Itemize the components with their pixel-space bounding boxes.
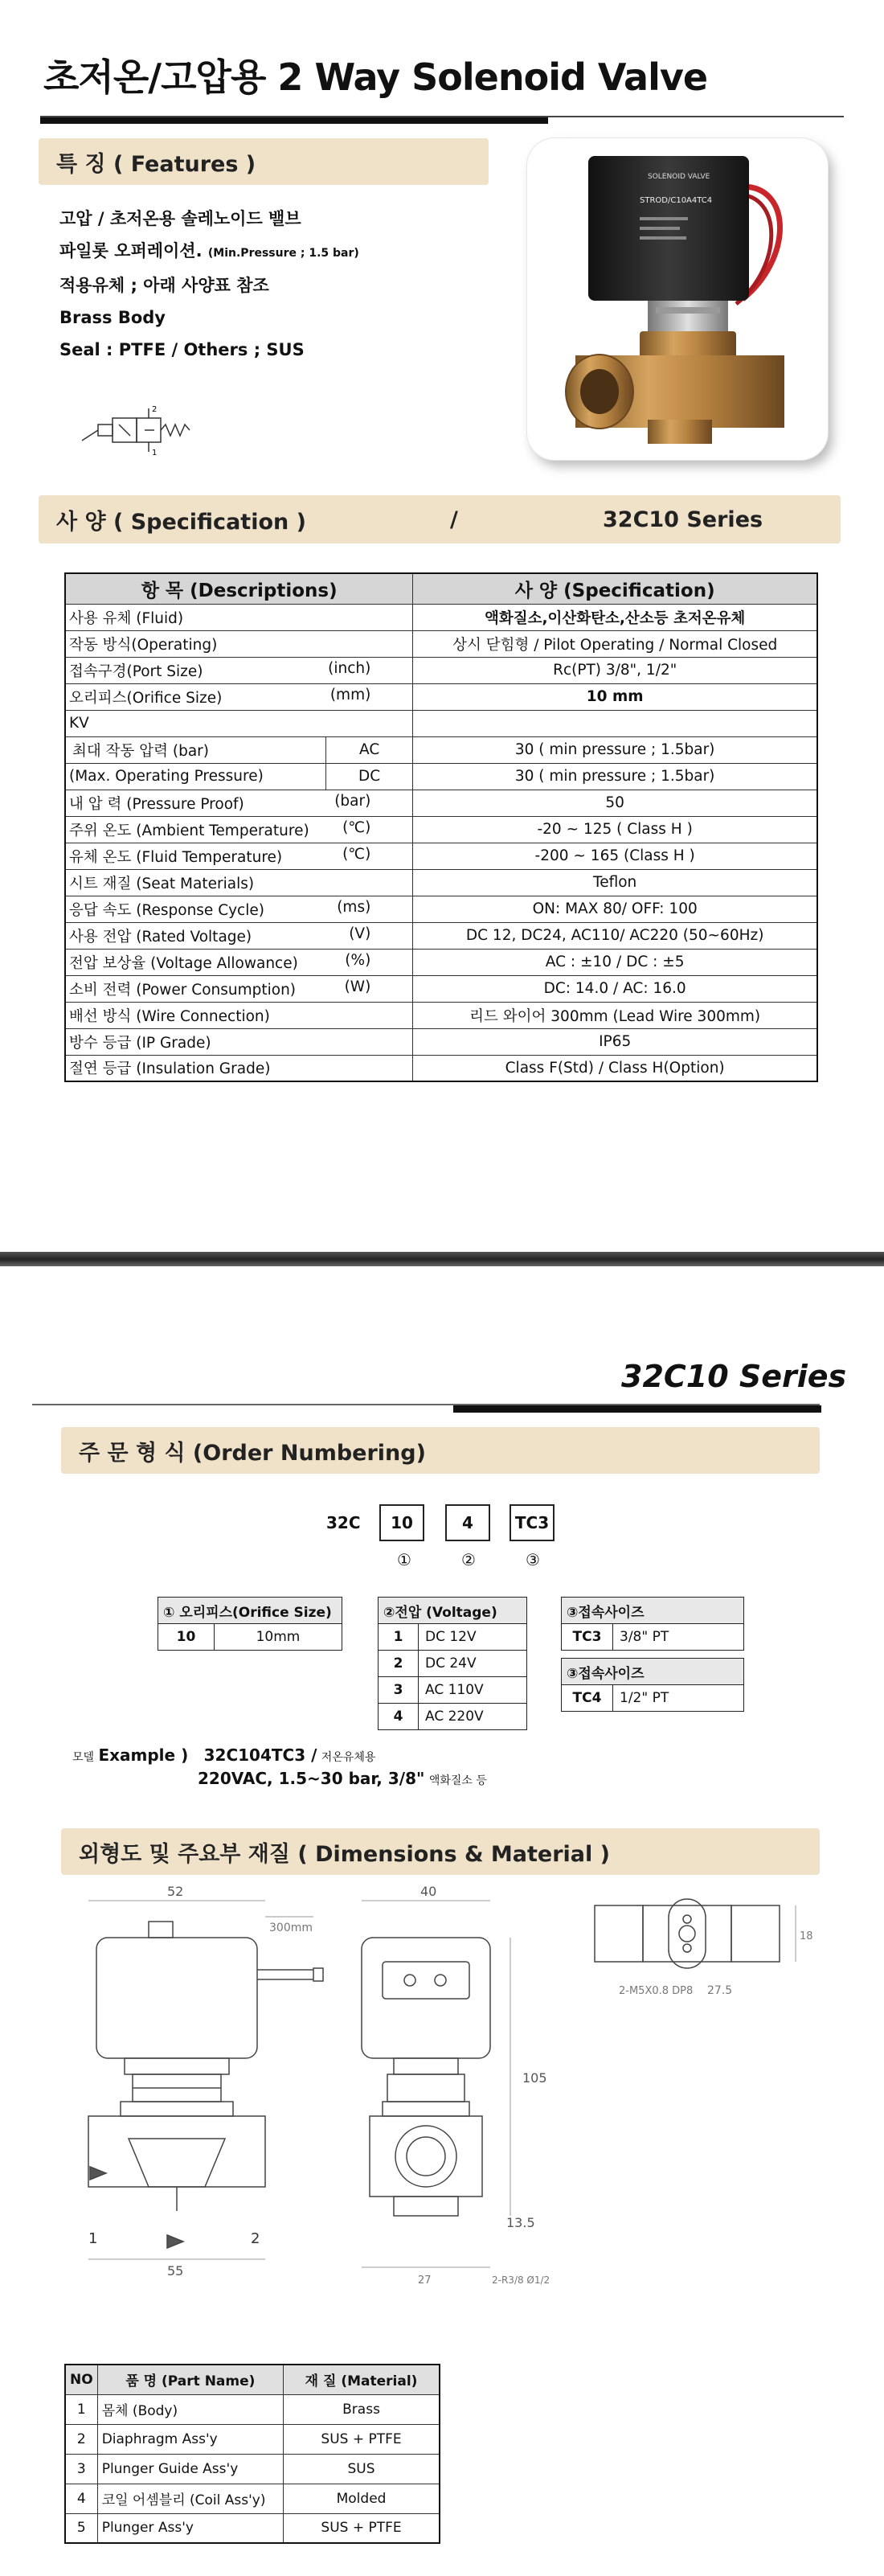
spec-value: -20 ~ 125 ( Class H ) bbox=[413, 816, 817, 843]
table-cell: 3 bbox=[379, 1677, 419, 1704]
svg-text:STROD/C10A4TC4: STROD/C10A4TC4 bbox=[640, 196, 713, 205]
table-row bbox=[65, 1055, 817, 1081]
svg-text:2: 2 bbox=[152, 405, 158, 414]
spec-item: (Max. Operating Pressure) bbox=[65, 763, 325, 790]
svg-text:1: 1 bbox=[152, 449, 158, 457]
table-header: 재 질 (Material) bbox=[284, 2365, 440, 2394]
spec-item: 내 압 력 (Pressure Proof) (bar) bbox=[65, 790, 413, 816]
table-cell: 3/8" PT bbox=[613, 1624, 744, 1651]
table-row bbox=[379, 1598, 527, 1624]
order-marker: ① bbox=[397, 1550, 411, 1569]
table-cell: 1 bbox=[379, 1624, 419, 1651]
table-row bbox=[65, 843, 817, 869]
spec-value: Rc(PT) 3/8", 1/2" bbox=[413, 657, 817, 683]
table-row bbox=[65, 710, 817, 736]
table-cell: SUS + PTFE bbox=[284, 2424, 440, 2454]
table-row bbox=[65, 790, 817, 816]
solenoid-valve-photo-icon bbox=[527, 138, 828, 460]
table-row bbox=[379, 1651, 527, 1677]
table-row bbox=[65, 2513, 440, 2543]
orifice-table bbox=[158, 1597, 342, 1651]
table-cell: Plunger Ass'y bbox=[97, 2513, 283, 2543]
feature-item: 고압 / 초저온용 솔레노이드 밸브 bbox=[59, 209, 301, 228]
table-row bbox=[65, 604, 817, 630]
port-table-header: ③접속사이즈 bbox=[562, 1659, 744, 1685]
table-row bbox=[65, 573, 817, 604]
table-cell: 4 bbox=[65, 2484, 97, 2513]
table-row bbox=[158, 1598, 342, 1624]
spec-value: -200 ~ 165 (Class H ) bbox=[413, 843, 817, 869]
voltage-table-header: ②전압 (Voltage) bbox=[379, 1598, 527, 1624]
table-header: 품 명 (Part Name) bbox=[97, 2365, 283, 2394]
table-row bbox=[562, 1659, 744, 1685]
table-row bbox=[65, 683, 817, 710]
spec-item: 방수 등급 (IP Grade) bbox=[65, 1028, 413, 1055]
spec-value: 50 bbox=[413, 790, 817, 816]
spec-item: 배선 방식 (Wire Connection) bbox=[65, 1002, 413, 1028]
table-row bbox=[562, 1685, 744, 1712]
spec-value: AC : ±10 / DC : ±5 bbox=[413, 949, 817, 975]
order-marker: ③ bbox=[526, 1550, 540, 1569]
svg-text:13.5: 13.5 bbox=[506, 2215, 535, 2230]
spec-heading bbox=[39, 495, 841, 544]
table-row bbox=[65, 2365, 440, 2394]
port-table-header: ③접속사이즈 bbox=[562, 1598, 744, 1624]
svg-text:27: 27 bbox=[418, 2275, 432, 2287]
spec-item: 소비 전력 (Power Consumption) (W) bbox=[65, 975, 413, 1002]
spec-item: 응답 속도 (Response Cycle) (ms) bbox=[65, 896, 413, 922]
spec-item: 전압 보상율 (Voltage Allowance) (%) bbox=[65, 949, 413, 975]
port-table-tc3 bbox=[561, 1597, 744, 1651]
spec-value: 30 ( min pressure ; 1.5bar) bbox=[413, 736, 817, 763]
table-cell: 3 bbox=[65, 2454, 97, 2484]
spec-value: DC: 14.0 / AC: 16.0 bbox=[413, 975, 817, 1002]
table-cell: 1 bbox=[65, 2394, 97, 2424]
spec-item: 사용 전압 (Rated Voltage) (V) bbox=[65, 922, 413, 949]
spec-value bbox=[413, 710, 817, 736]
table-row bbox=[65, 2484, 440, 2513]
table-cell: SUS + PTFE bbox=[284, 2513, 440, 2543]
svg-text:2-M5X0.8 DP8: 2-M5X0.8 DP8 bbox=[619, 1985, 694, 1997]
port-table-tc4 bbox=[561, 1658, 744, 1712]
spec-header-value: 사 양 (Specification) bbox=[413, 573, 817, 604]
spec-value: DC 12, DC24, AC110/ AC220 (50~60Hz) bbox=[413, 922, 817, 949]
table-cell: 10 bbox=[158, 1624, 215, 1651]
table-cell: 1/2" PT bbox=[613, 1685, 744, 1712]
dimensions-heading: 외형도 및 주요부 재질 ( Dimensions & Material ) bbox=[61, 1828, 820, 1875]
table-row bbox=[379, 1624, 527, 1651]
spec-item: 작동 방식(Operating) bbox=[65, 630, 413, 657]
spec-item: KV bbox=[65, 710, 413, 736]
table-cell: 2 bbox=[65, 2424, 97, 2454]
table-cell: SUS bbox=[284, 2454, 440, 2484]
spec-value: 리드 와이어 300mm (Lead Wire 300mm) bbox=[413, 1002, 817, 1028]
table-row bbox=[65, 949, 817, 975]
table-cell: 2 bbox=[379, 1651, 419, 1677]
spec-header-item: 항 목 (Descriptions) bbox=[65, 573, 413, 604]
table-row bbox=[65, 657, 817, 683]
svg-text:27.5: 27.5 bbox=[707, 1984, 733, 1997]
spec-heading-slash: / bbox=[450, 507, 458, 532]
page-title: 초저온/고압용 2 Way Solenoid Valve bbox=[43, 55, 708, 99]
spec-subitem: AC bbox=[325, 736, 412, 763]
table-cell: Brass bbox=[284, 2394, 440, 2424]
table-cell: TC3 bbox=[562, 1624, 613, 1651]
table-row bbox=[65, 630, 817, 657]
table-row bbox=[65, 896, 817, 922]
svg-text:55: 55 bbox=[167, 2263, 184, 2279]
material-table bbox=[64, 2364, 440, 2544]
spec-item: 시트 재질 (Seat Materials) bbox=[65, 869, 413, 896]
spec-item: 최대 작동 압력 (bar) bbox=[65, 736, 325, 763]
table-row bbox=[65, 736, 817, 763]
spec-item: 사용 유체 (Fluid) bbox=[65, 604, 413, 630]
table-row bbox=[562, 1598, 744, 1624]
spec-value: 액화질소,이산화탄소,산소등 초저온유체 bbox=[413, 604, 817, 630]
table-row bbox=[65, 816, 817, 843]
svg-text:2-R3/8 Ø1/2: 2-R3/8 Ø1/2 bbox=[492, 2275, 550, 2286]
table-cell: 몸체 (Body) bbox=[97, 2394, 283, 2424]
svg-text:105: 105 bbox=[522, 2070, 547, 2086]
dimension-drawing bbox=[72, 1881, 836, 2316]
table-cell: DC 24V bbox=[419, 1651, 527, 1677]
table-cell: Molded bbox=[284, 2484, 440, 2513]
page-divider bbox=[0, 1252, 884, 1266]
spec-item: 접속구경(Port Size) (inch) bbox=[65, 657, 413, 683]
order-box-port: TC3 bbox=[510, 1504, 555, 1541]
feature-item: Seal : PTFE / Others ; SUS bbox=[59, 340, 305, 359]
title-rule-bold bbox=[40, 117, 548, 124]
order-example: 모델 Example ) 32C104TC3 / 저온유체용 220VAC, 1.5~30 bar, 3/8" 액화질소 등 bbox=[72, 1745, 487, 1788]
spec-value: 10 mm bbox=[413, 683, 817, 710]
svg-text:SOLENOID VALVE: SOLENOID VALVE bbox=[648, 173, 710, 181]
features-heading: 특 징 ( Features ) bbox=[39, 138, 489, 185]
table-cell: DC 12V bbox=[419, 1624, 527, 1651]
table-cell: 코일 어셈블리 (Coil Ass'y) bbox=[97, 2484, 283, 2513]
table-row bbox=[65, 922, 817, 949]
table-row bbox=[65, 1028, 817, 1055]
feature-item: 파일롯 오퍼레이션. (Min.Pressure ; 1.5 bar) bbox=[59, 241, 359, 260]
order-heading: 주 문 형 식 (Order Numbering) bbox=[61, 1427, 820, 1474]
table-cell: AC 220V bbox=[419, 1704, 527, 1730]
svg-text:1: 1 bbox=[88, 2230, 98, 2247]
table-row bbox=[65, 2424, 440, 2454]
svg-text:40: 40 bbox=[420, 1884, 437, 1899]
spec-item: 유체 온도 (Fluid Temperature) (℃) bbox=[65, 843, 413, 869]
spec-value: Teflon bbox=[413, 869, 817, 896]
series-title: 32C10 Series bbox=[621, 1359, 847, 1394]
product-photo bbox=[527, 138, 828, 460]
spec-heading-label: 사 양 ( Specification ) bbox=[56, 509, 306, 535]
table-row bbox=[65, 2454, 440, 2484]
spec-value: ON: MAX 80/ OFF: 100 bbox=[413, 896, 817, 922]
spec-item: 주위 온도 (Ambient Temperature) (℃) bbox=[65, 816, 413, 843]
table-row bbox=[65, 869, 817, 896]
series-rule-bold bbox=[453, 1405, 821, 1413]
valve-symbol-icon bbox=[74, 402, 203, 458]
features-list bbox=[59, 203, 510, 366]
order-box-voltage: 4 bbox=[445, 1504, 490, 1541]
feature-item: 적용유체 ; 아래 사양표 참조 bbox=[59, 276, 269, 295]
table-cell: AC 110V bbox=[419, 1677, 527, 1704]
spec-series: 32C10 Series bbox=[603, 507, 763, 532]
svg-text:18: 18 bbox=[800, 1930, 813, 1942]
table-cell: 10mm bbox=[215, 1624, 342, 1651]
table-row bbox=[65, 763, 817, 790]
table-cell: 5 bbox=[65, 2513, 97, 2543]
spec-item: 오리피스(Orifice Size) (mm) bbox=[65, 683, 413, 710]
order-box-orifice: 10 bbox=[379, 1504, 424, 1541]
spec-value: 30 ( min pressure ; 1.5bar) bbox=[413, 763, 817, 790]
table-row bbox=[562, 1624, 744, 1651]
spec-value: Class F(Std) / Class H(Option) bbox=[413, 1055, 817, 1081]
table-row bbox=[158, 1624, 342, 1651]
spec-value: IP65 bbox=[413, 1028, 817, 1055]
feature-item: Brass Body bbox=[59, 308, 166, 327]
table-row bbox=[65, 1002, 817, 1028]
table-cell: Plunger Guide Ass'y bbox=[97, 2454, 283, 2484]
table-cell: TC4 bbox=[562, 1685, 613, 1712]
table-cell: Diaphragm Ass'y bbox=[97, 2424, 283, 2454]
table-cell: 4 bbox=[379, 1704, 419, 1730]
svg-text:52: 52 bbox=[167, 1884, 184, 1899]
spec-table bbox=[64, 572, 818, 1082]
svg-text:300mm: 300mm bbox=[269, 1922, 313, 1934]
spec-subitem: DC bbox=[325, 763, 412, 790]
orifice-table-header: ① 오리피스(Orifice Size) bbox=[158, 1598, 342, 1624]
table-row bbox=[379, 1677, 527, 1704]
order-prefix: 32C bbox=[326, 1513, 361, 1532]
voltage-table bbox=[378, 1597, 527, 1730]
table-row bbox=[65, 975, 817, 1002]
table-row bbox=[379, 1704, 527, 1730]
svg-text:2: 2 bbox=[251, 2230, 260, 2247]
table-row bbox=[65, 2394, 440, 2424]
spec-item: 절연 등급 (Insulation Grade) bbox=[65, 1055, 413, 1081]
order-marker: ② bbox=[461, 1550, 476, 1569]
spec-value: 상시 닫힘형 / Pilot Operating / Normal Closed bbox=[413, 630, 817, 657]
table-header: NO bbox=[65, 2365, 97, 2394]
